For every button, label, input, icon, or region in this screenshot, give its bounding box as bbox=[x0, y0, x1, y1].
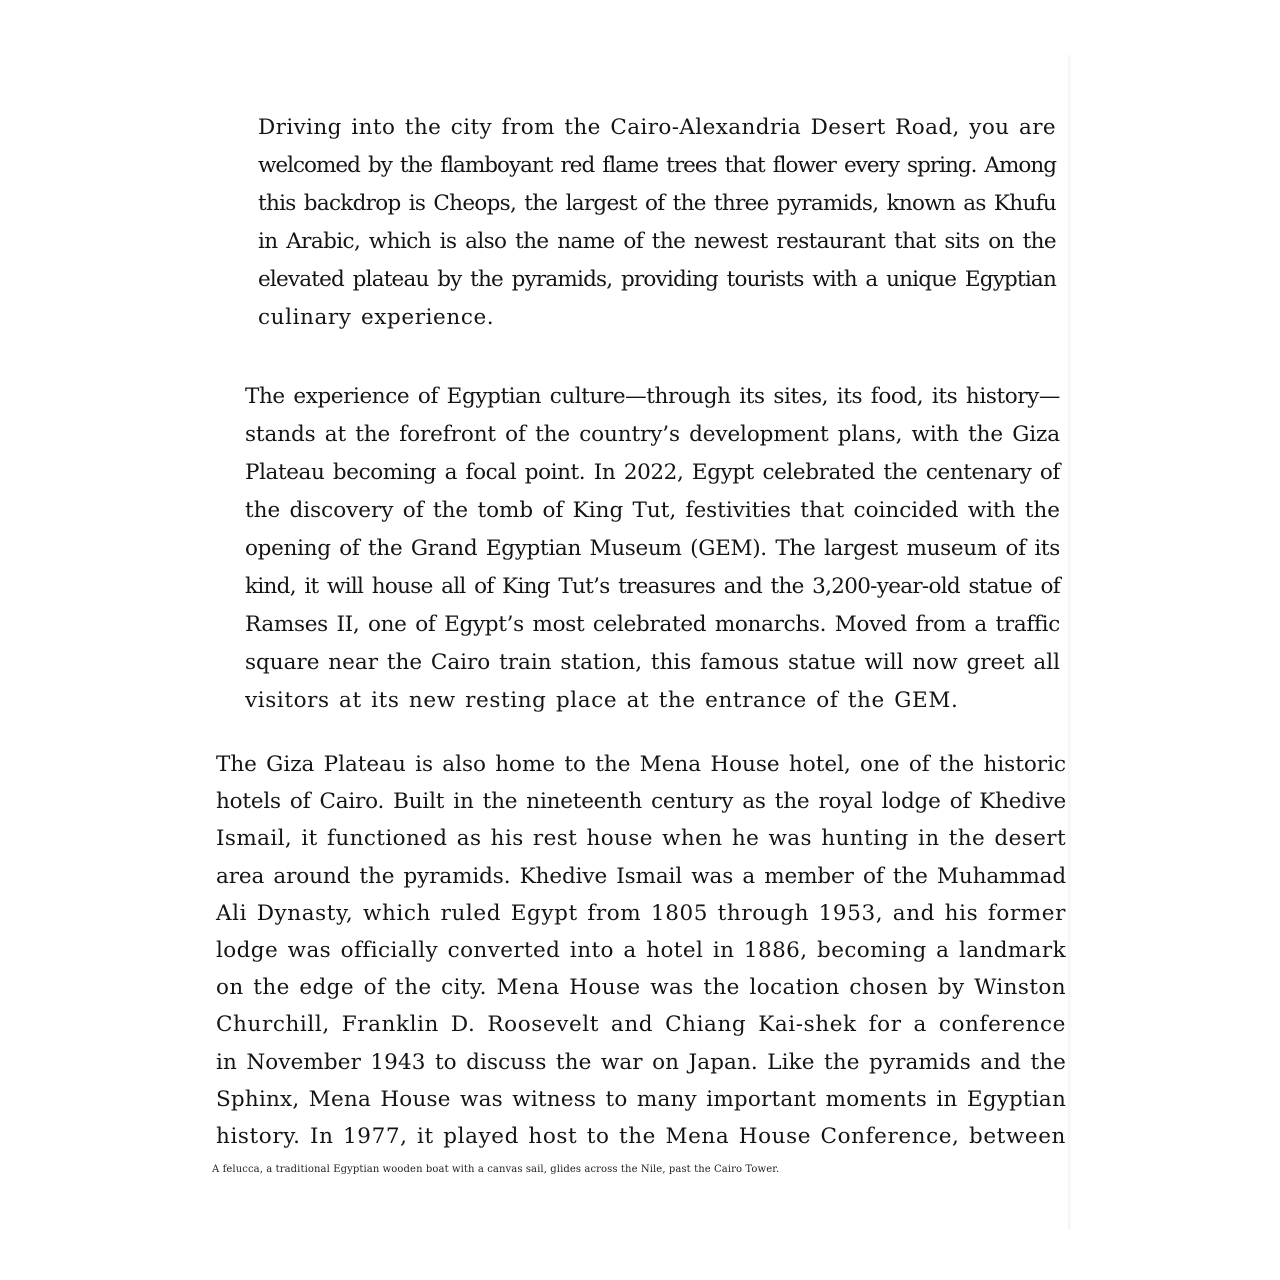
paragraph-3 bbox=[216, 746, 1066, 1155]
photo-caption: A felucca, a traditional Egyptian wooden boat with a canvas sail, glides across the Nile, past the Cairo Tower. bbox=[212, 1164, 780, 1175]
text-line: Plateau becoming a focal point. In 2022, Egypt celebrated the centenary of bbox=[245, 460, 1060, 485]
text-line: stands at the forefront of the country’s development plans, with the Giza bbox=[245, 422, 1060, 447]
page-edge-shadow bbox=[1068, 55, 1072, 1230]
text-line: area around the pyramids. Khedive Ismail was a member of the Muhammad bbox=[216, 863, 1066, 889]
text-line: opening of the Grand Egyptian Museum (GEM). The largest museum of its bbox=[245, 536, 1060, 561]
text-line: visitors at its new resting place at the entrance of the GEM. bbox=[245, 688, 959, 713]
text-line: welcomed by the flamboyant red flame trees that flower every spring. Among bbox=[258, 153, 1056, 178]
text-line: hotels of Cairo. Built in the nineteenth century as the royal lodge of Khedive bbox=[216, 789, 1066, 815]
text-line: Churchill, Franklin D. Roosevelt and Chiang Kai-shek for a conference bbox=[216, 1012, 1066, 1038]
text-line: Ali Dynasty, which ruled Egypt from 1805 through 1953, and his former bbox=[216, 900, 1066, 926]
text-line: Ismail, it functioned as his rest house when he was hunting in the desert bbox=[216, 826, 1066, 852]
text-line: this backdrop is Cheops, the largest of the three pyramids, known as Khufu bbox=[258, 191, 1056, 216]
text-line: history. In 1977, it played host to the Mena House Conference, between bbox=[216, 1124, 1066, 1150]
text-line: in Arabic, which is also the name of the newest restaurant that sits on the bbox=[258, 229, 1056, 254]
text-line: The Giza Plateau is also home to the Mena House hotel, one of the historic bbox=[216, 752, 1066, 777]
text-line: culinary experience. bbox=[258, 305, 495, 330]
text-line: Driving into the city from the Cairo-Alexandria Desert Road, you are bbox=[258, 115, 1056, 140]
paragraph-2 bbox=[245, 378, 1060, 720]
text-line: square near the Cairo train station, this famous statue will now greet all bbox=[245, 650, 1060, 675]
text-line: The experience of Egyptian culture—through its sites, its food, its history— bbox=[245, 384, 1060, 409]
paragraph-1 bbox=[258, 109, 1056, 337]
text-line: the discovery of the tomb of King Tut, festivities that coincided with the bbox=[245, 498, 1060, 523]
text-line: lodge was officially converted into a hotel in 1886, becoming a landmark bbox=[216, 938, 1066, 964]
text-line: on the edge of the city. Mena House was the location chosen by Winston bbox=[216, 975, 1066, 1001]
text-line: elevated plateau by the pyramids, providing tourists with a unique Egyptian bbox=[258, 267, 1056, 292]
text-line: Sphinx, Mena House was witness to many important moments in Egyptian bbox=[216, 1086, 1066, 1112]
text-line: in November 1943 to discuss the war on Japan. Like the pyramids and the bbox=[216, 1049, 1066, 1075]
text-line: Ramses II, one of Egypt’s most celebrated monarchs. Moved from a traffic bbox=[245, 612, 1060, 637]
text-line: kind, it will house all of King Tut’s treasures and the 3,200-year-old statue of bbox=[245, 574, 1060, 599]
